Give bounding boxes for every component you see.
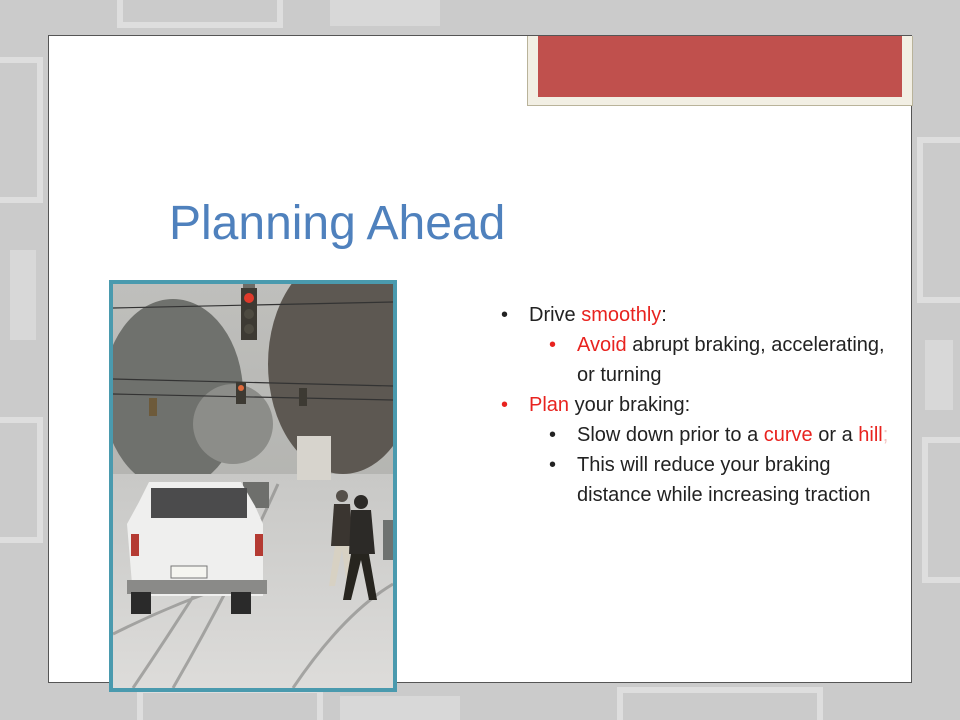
bullet-icon: • — [501, 304, 509, 326]
snowy-street-photo — [113, 284, 393, 688]
bullet-text: : — [661, 304, 667, 326]
bullet-icon: • — [549, 454, 557, 476]
bullet-icon: • — [549, 424, 557, 446]
bullet-text: Plan — [529, 394, 570, 416]
bullet-item-level-2 — [499, 420, 899, 450]
bullet-text: hill — [858, 424, 883, 446]
bullet-text: your braking: — [569, 394, 691, 416]
header-accent-tab — [527, 36, 913, 106]
bullet-text: Slow down prior to a — [577, 424, 764, 446]
bullet-text: This will reduce your braking distance while increasing traction — [577, 454, 871, 506]
bullet-item-level-1 — [499, 300, 899, 330]
bullet-text: Avoid — [577, 334, 627, 356]
bullet-text: or a — [812, 424, 859, 446]
bullet-icon: • — [501, 394, 509, 416]
slide — [48, 35, 912, 683]
bullet-text: curve — [763, 424, 813, 446]
photo-frame — [109, 280, 397, 692]
bullet-item-level-2 — [499, 330, 899, 390]
header-accent-bar — [538, 36, 902, 97]
bullet-list — [499, 300, 899, 510]
bullet-text: abrupt braking, accelerating, or turning — [577, 334, 885, 386]
bullet-text: ; — [882, 424, 889, 446]
slide-title: Planning Ahead — [169, 197, 506, 250]
bullet-icon: • — [549, 334, 557, 356]
bullet-item-level-1 — [499, 390, 899, 420]
bullet-item-level-2 — [499, 450, 899, 510]
suv — [127, 482, 267, 614]
bullet-text: smoothly — [581, 304, 662, 326]
bullet-text: Drive — [529, 304, 582, 326]
